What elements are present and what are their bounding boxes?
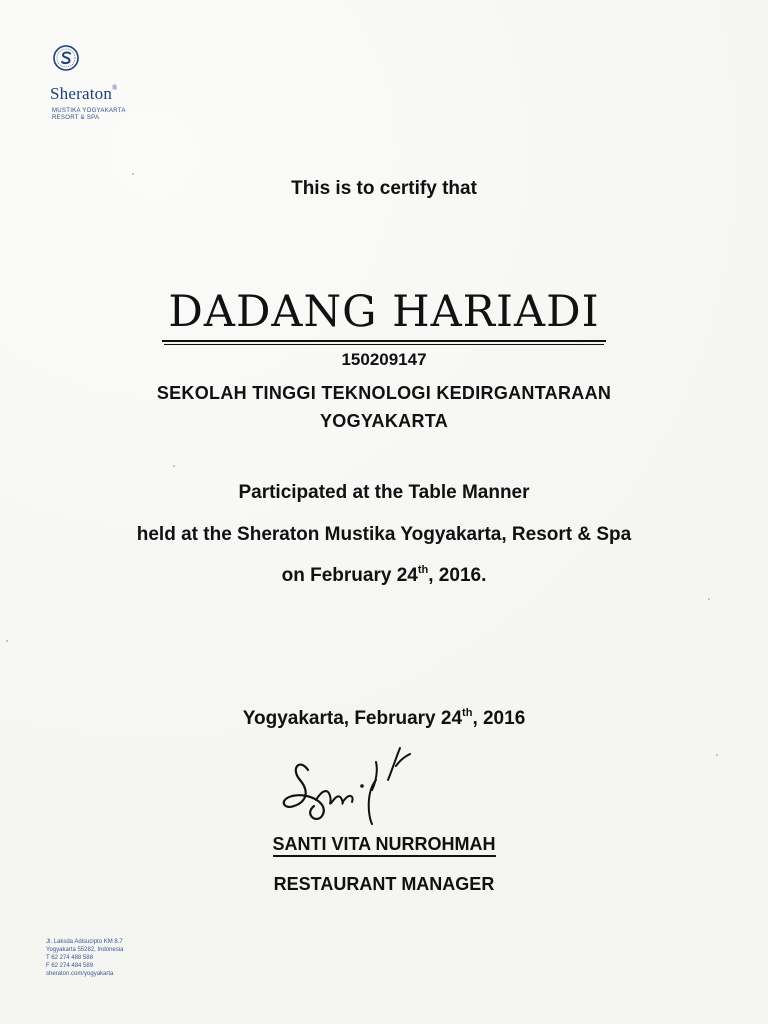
scan-speck [173, 465, 175, 467]
certify-intro: This is to certify that [291, 178, 477, 199]
hotel-address [46, 938, 124, 978]
address-website: sheraton.com/yogyakarta [46, 971, 114, 977]
participation-line1: Participated at the Table Manner [238, 482, 530, 503]
address-line1: Jl. Laksda Adisucipto KM 8.7 [46, 939, 123, 945]
brand-subtitle-line2: RESORT & SPA [52, 115, 100, 121]
participation-line2: held at the Sheraton Mustika Yogyakarta, Resort & Spa [136, 524, 632, 545]
scan-speck [716, 754, 718, 756]
scan-speck [6, 640, 8, 642]
recipient-name: DADANG HARIADI [162, 286, 605, 342]
institution-line2: YOGYAKARTA [319, 411, 448, 431]
address-phone: T 62 274 488 588 [46, 955, 93, 961]
handwritten-signature [270, 740, 430, 830]
participation-date: on February 24th, 2016. [281, 564, 487, 586]
address-line2: Yogyakarta 55282, Indonesia [46, 947, 124, 953]
address-fax: F 62 274 484 589 [46, 963, 94, 969]
place-and-date: Yogyakarta, February 24th, 2016 [242, 707, 526, 729]
signer-name: SANTI VITA NURROHMAH [0, 834, 768, 855]
sheraton-emblem-icon [52, 44, 80, 72]
recipient-name-row [0, 286, 768, 342]
signer-title: RESTAURANT MANAGER [273, 874, 495, 894]
brand-subtitle-line1: MUSTIKA YOGYAKARTA [52, 108, 126, 114]
student-id: 150209147 [341, 350, 427, 369]
scan-speck [708, 598, 710, 600]
institution-line1: SEKOLAH TINGGI TEKNOLOGI KEDIRGANTARAAN [156, 383, 612, 403]
brand-subtitle [52, 108, 126, 122]
scan-speck [132, 173, 134, 175]
brand-name: Sheraton® [50, 84, 118, 103]
